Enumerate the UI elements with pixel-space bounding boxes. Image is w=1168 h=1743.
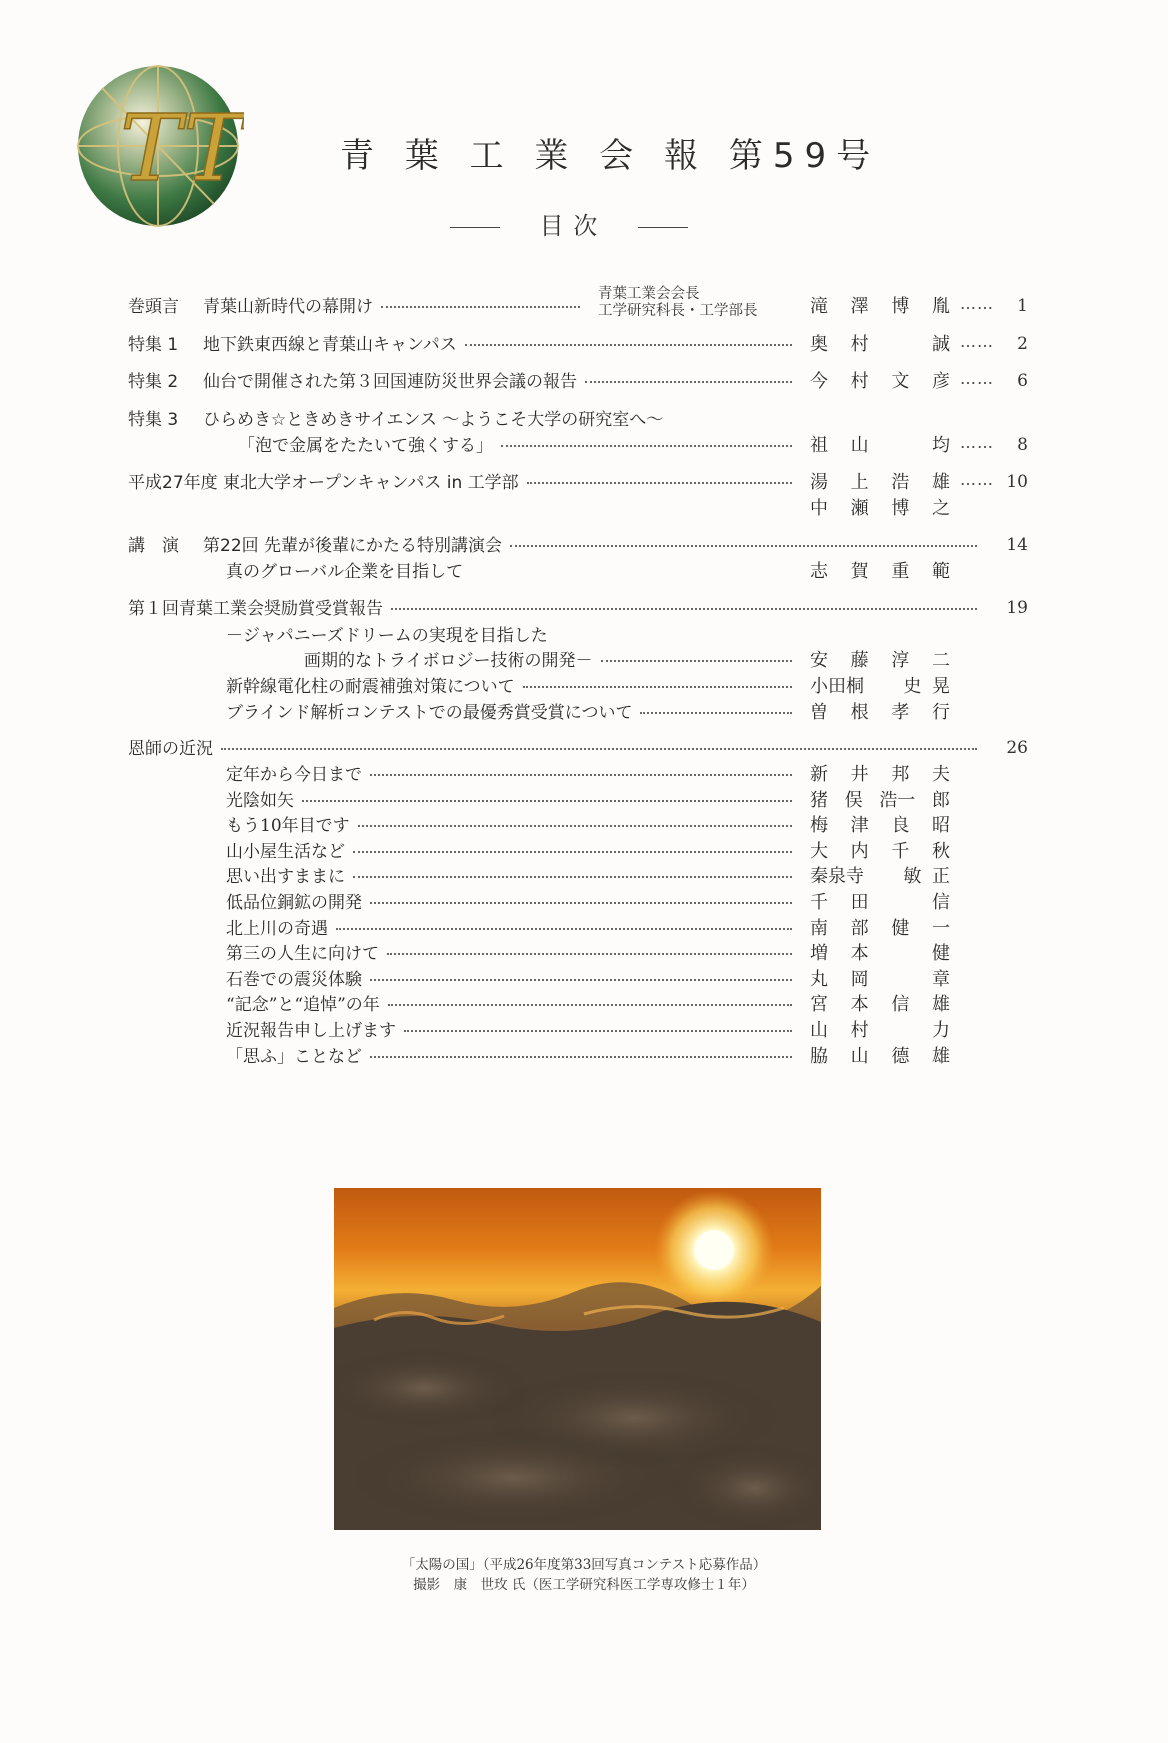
entry-title: 「思ふ」ことなど <box>226 1046 362 1067</box>
leader-dots <box>388 1004 792 1006</box>
author-name: 大 内 千 秋 <box>810 840 950 862</box>
entry-title: 第22回 先輩が後輩にかたる特別講演会 <box>203 536 503 556</box>
entry-title: －ジャパニーズドリームの実現を目指した <box>226 626 548 646</box>
leader-dots <box>510 545 977 547</box>
toc-subentry[interactable] <box>226 965 800 991</box>
entry-title: 第三の人生に向けて <box>226 944 379 965</box>
author-name: 脇 山 德 雄 <box>810 1045 950 1067</box>
author-name: 奥 村 誠 <box>810 334 950 355</box>
toc-heading: 目 次 <box>450 206 750 241</box>
entry-title: 低品位銅鉱の開発 <box>226 893 362 913</box>
entry-label: 特集 2 <box>128 372 179 392</box>
author-name: 梅 津 良 昭 <box>810 815 950 837</box>
author-name: 今 村 文 彦 <box>810 371 950 392</box>
toc-subentry[interactable] <box>226 914 800 940</box>
toc-entry-feature3[interactable] <box>128 405 663 431</box>
author-name: 祖 山 均 <box>810 435 950 456</box>
photo-credit: 撮影 康 世玫 氏（医工学研究科医工学専攻修士１年） <box>413 1577 755 1593</box>
leader-dots <box>370 902 792 904</box>
entry-title: 定年から今日まで <box>226 765 362 785</box>
leader-dots <box>387 953 792 955</box>
toc-subentry[interactable] <box>226 557 463 583</box>
leader-dots <box>370 774 792 776</box>
entry-label: 特集 3 <box>128 410 179 430</box>
author-name: 新 井 邦 夫 <box>810 764 950 785</box>
toc-subentry[interactable] <box>226 1016 800 1042</box>
leader-dots <box>585 381 792 383</box>
author-name: 猪 俣 浩一 郎 <box>810 789 950 811</box>
entry-affiliation: 青葉工業会会長 工学研究科長・工学部長 <box>598 286 758 319</box>
entry-label: 巻頭言 <box>128 297 179 317</box>
toc-subentry[interactable] <box>226 811 800 837</box>
entry-title: 近況報告申し上げます <box>226 1021 396 1041</box>
entry-title: ブラインド解析コンテストでの最優秀賞受賞について <box>226 703 633 723</box>
photo-caption: 「太陽の国」（平成26年度第33回写真コンテスト応募作品） <box>401 1557 767 1573</box>
author-name: 安 藤 淳 二 <box>810 650 950 671</box>
entry-title: 画期的なトライボロジー技術の開発－ <box>304 651 593 671</box>
logo-text: TT <box>120 95 244 202</box>
author-name: 小田桐 史 晃 <box>810 676 950 697</box>
toc-subentry[interactable] <box>226 990 800 1016</box>
entry-title: もう10年目です <box>226 816 350 837</box>
leader-dots <box>391 608 977 610</box>
leader-dots <box>221 748 977 750</box>
toc-subentry[interactable] <box>226 760 800 786</box>
author-name: 中 瀬 博 之 <box>810 498 950 519</box>
page-number: 10 <box>1006 472 1028 492</box>
author-name: 山 村 力 <box>810 1020 950 1041</box>
author-name: 曽 根 孝 行 <box>810 702 950 723</box>
leader-dots: …… <box>960 294 994 313</box>
leader-dots: …… <box>960 369 994 388</box>
toc-entry-feature1[interactable] <box>128 330 800 356</box>
leader-dots <box>640 712 792 714</box>
entry-title: ひらめき☆ときめきサイエンス ～ようこそ大学の研究室へ～ <box>203 410 664 430</box>
toc-entry-lecture[interactable] <box>128 531 985 557</box>
author-name: 湯 上 浩 雄 <box>810 472 950 493</box>
leader-dots <box>302 800 792 802</box>
toc-subentry[interactable] <box>304 646 800 672</box>
leader-dots <box>370 979 792 981</box>
entry-title: 地下鉄東西線と青葉山キャンパス <box>203 335 457 355</box>
page-number: 26 <box>1006 738 1028 758</box>
leader-dots <box>353 851 792 853</box>
leader-dots <box>465 344 792 346</box>
leader-dots <box>601 660 793 662</box>
entry-title: 青葉山新時代の幕開け <box>203 297 373 317</box>
entry-label: 講 演 <box>128 536 179 556</box>
page-number: 19 <box>1006 598 1028 618</box>
entry-title: 仙台で開催された第３回国連防災世界会議の報告 <box>203 372 577 392</box>
toc-entry-award[interactable] <box>128 594 985 620</box>
toc-subentry[interactable] <box>226 837 800 863</box>
entry-title: 北上川の奇遇 <box>226 918 328 939</box>
author-name: 増 本 健 <box>810 943 950 965</box>
author-name: 宮 本 信 雄 <box>810 994 950 1016</box>
sunset-photo <box>334 1188 821 1530</box>
page-number: 6 <box>1017 371 1028 391</box>
page-title: 青 葉 工 業 会 報 第59号 <box>340 136 881 176</box>
author-name: 秦泉寺 敏 正 <box>810 866 950 888</box>
toc-entry-feature3-sub[interactable] <box>238 431 800 457</box>
toc-subentry[interactable] <box>226 621 548 647</box>
entry-title: “記念”と“追悼”の年 <box>226 995 380 1016</box>
entry-title: 山小屋生活など <box>226 841 345 862</box>
toc-subentry[interactable] <box>226 862 800 888</box>
leader-dots <box>336 928 792 930</box>
leader-dots <box>523 686 792 688</box>
toc-subentry[interactable] <box>226 1042 800 1068</box>
entry-title: 光陰如矢 <box>226 790 294 811</box>
author-name: 千 田 信 <box>810 892 950 913</box>
entry-title: 思い出すままに <box>226 867 345 888</box>
entry-title: 恩師の近況 <box>128 739 213 759</box>
toc-entry-feature2[interactable] <box>128 367 800 393</box>
entry-label: 特集 1 <box>128 335 179 355</box>
page-number: 8 <box>1017 435 1028 455</box>
entry-title: 真のグローバル企業を目指して <box>226 562 464 582</box>
leader-dots <box>370 1056 792 1058</box>
toc-entry-open-campus[interactable] <box>128 468 800 494</box>
toc-subentry[interactable] <box>226 698 800 724</box>
page-number: 1 <box>1017 296 1028 316</box>
author-name: 丸 岡 章 <box>810 968 950 990</box>
leader-dots <box>358 825 792 827</box>
entry-title: 「泡で金属をたたいて強くする」 <box>238 436 493 456</box>
toc-subentry[interactable] <box>226 786 800 812</box>
entry-title: 第１回青葉工業会奨励賞受賞報告 <box>128 599 383 619</box>
toc-subentry[interactable] <box>226 888 800 914</box>
entry-title: 石巻での震災体験 <box>226 969 362 990</box>
page-number: 2 <box>1017 334 1028 354</box>
leader-dots: …… <box>960 470 994 489</box>
entry-title: 平成27年度 東北大学オープンキャンパス in 工学部 <box>128 473 519 493</box>
leader-dots: …… <box>960 332 994 351</box>
author-name: 南 部 健 一 <box>810 917 950 939</box>
leader-dots <box>527 482 792 484</box>
leader-dots <box>501 445 792 447</box>
entry-title: 新幹線電化柱の耐震補強対策について <box>226 677 515 697</box>
toc-subentry[interactable] <box>226 939 800 965</box>
leader-dots <box>381 306 580 308</box>
leader-dots <box>404 1030 792 1032</box>
leader-dots: …… <box>960 433 994 452</box>
toc-subentry[interactable] <box>226 672 800 698</box>
author-name: 志 賀 重 範 <box>810 561 950 582</box>
author-name: 滝 澤 博 胤 <box>810 296 950 317</box>
toc-entry-teachers[interactable] <box>128 734 985 760</box>
leader-dots <box>353 876 792 878</box>
toc-entry-foreword[interactable] <box>128 292 588 318</box>
page-number: 14 <box>1006 535 1028 555</box>
